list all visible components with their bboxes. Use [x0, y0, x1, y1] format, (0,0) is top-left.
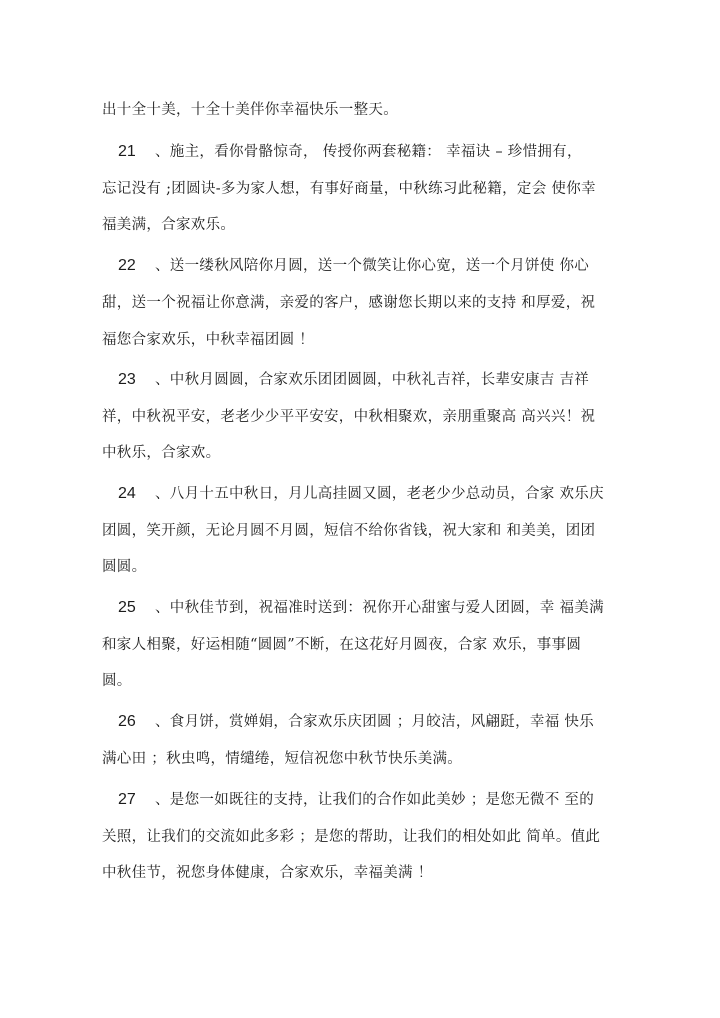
item-number-23: 23: [118, 371, 136, 388]
item-27-line-1: 、是您一如既往的支持，让我们的合作如此美妙 ；是您无微不 至的: [155, 792, 595, 808]
item-21-line-3: 福美满，合家欢乐。: [102, 217, 236, 233]
item-number-22: 22: [118, 257, 136, 274]
item-25-line-1: 、中秋佳节到，祝福准时送到：祝你开心甜蜜与爱人团圆，幸 福美满: [155, 600, 604, 616]
item-number-26: 26: [118, 713, 136, 730]
item-26-line-2: 满心田 ；秋虫鸣，情缱绻，短信祝您中秋节快乐美满。: [102, 751, 463, 767]
item-24-line-3: 圆圆。: [102, 559, 147, 575]
item-24-line-2: 团圆，笑开颜，无论月圆不月圆，短信不给你省钱，祝大家和 和美美，团团: [102, 523, 596, 539]
item-24-line-1: 、八月十五中秋日，月儿高挂圆又圆，老老少少总动员，合家 欢乐庆: [155, 486, 604, 502]
item-22-line-2: 甜，送一个祝福让你意满，亲爱的客户，感谢您长期以来的支持 和厚爱，祝: [102, 295, 596, 311]
intro-line: 出十全十美，十全十美伴你幸福快乐一整天。: [102, 102, 398, 118]
item-25-line-3: 圆。: [102, 673, 132, 689]
item-number-21: 21: [118, 143, 136, 160]
item-21-line-2: 忘记没有 ;团圆诀-多为家人想，有事好商量，中秋练习此秘籍，定会 使你幸: [102, 181, 596, 197]
item-27-line-3: 中秋佳节，祝您身体健康，合家欢乐，幸福美满 ！: [102, 865, 433, 881]
item-number-27: 27: [118, 791, 136, 808]
item-26-line-1: 、食月饼，赏婵娟，合家欢乐庆团圆 ；月皎洁，风翩跹，幸福 快乐: [155, 714, 595, 730]
item-21-line-1: 、施主，看你骨骼惊奇， 传授你两套秘籍： 幸福诀 – 珍惜拥有，: [155, 144, 582, 160]
item-23-line-1: 、中秋月圆圆，合家欢乐团团圆圆，中秋礼吉祥，长辈安康吉 吉祥: [155, 372, 590, 388]
item-23-line-2: 祥，中秋祝平安，老老少少平平安安，中秋相聚欢，亲朋重聚高 高兴兴！祝: [102, 409, 596, 425]
item-number-24: 24: [118, 485, 136, 502]
item-number-25: 25: [118, 599, 136, 616]
item-27-line-2: 关照，让我们的交流如此多彩 ；是您的帮助，让我们的相处如此 简单。值此: [102, 829, 601, 845]
item-22-line-3: 福您合家欢乐，中秋幸福团圆 ！: [102, 332, 315, 348]
item-23-line-3: 中秋乐，合家欢。: [102, 445, 221, 461]
item-25-line-2: 和家人相聚，好运相随“圆圆”不断，在这花好月圆夜，合家 欢乐，事事圆: [102, 637, 582, 653]
item-22-line-1: 、送一缕秋风陪你月圆，送一个微笑让你心宽，送一个月饼使 你心: [155, 258, 590, 274]
